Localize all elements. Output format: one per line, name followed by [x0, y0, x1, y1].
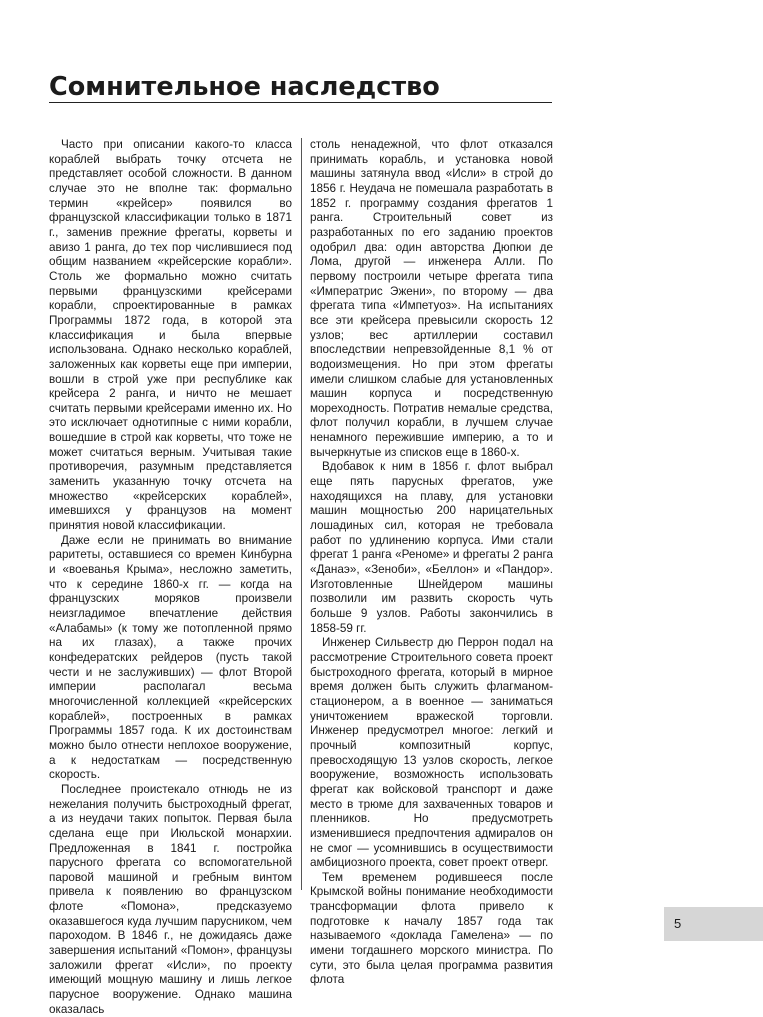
paragraph: Часто при описании какого-то класса кораблей выбрать точку отсчета не представляет особой сложности. В данном случае это не вполне так: формально термин «крейсер» появился во французской классификации только в 1871 г., заменив прежние фрегаты, корветы и авизо 1 ранга, до тех пор числившиеся под общим названием «крейсерские корабли». Столь же формально можно считать первыми французскими крейсерами корабли, спроектированные в рамках Программы 1872 года, в которой эта классификация и была впервые использована. Однако несколько кораблей, заложенных как корветы еще при империи, вошли в строй уже при республике как крейсера 2 ранга, и ничто не мешает считать первыми крейсерами именно их. Но это исключает однотипные с ними корабли, вошедшие в строй как корветы, что тоже не может считаться верным. Учитывая такие противоречия, разумным представляется заменить указанную точку отсчета на множество «крейсерских кораблей», имевшихся у французов на момент принятия новой классификации.	[49, 138, 292, 533]
right-column	[310, 138, 553, 988]
column-divider	[301, 138, 302, 890]
paragraph: Даже если не принимать во внимание раритеты, оставшиеся со времен Кинбурна и «воеванья Крыма», несложно заметить, что к середине 1860-х гг. — когда на французских моряков произвели неизгладимое впечатление действия «Алабамы» (к тому же потопленной прямо на их глазах), а также прочих конфедератских рейдеров (пусть такой чести и не заслуживших) — флот Второй империи располагал весьма многочисленной коллекцией «крейсерских кораблей», построенных в рамках Программы 1857 года. К их достоинствам можно было отнести неплохое вооружение, а к недостаткам — посредственную скорость.	[49, 533, 292, 782]
paragraph: Инженер Сильвестр дю Перрон подал на рассмотрение Строительного совета проект быстроходного фрегата, который в мирное время должен быть служить флагманом-стационером, а в военное — заниматься уничтожением вражеской торговли. Инженер предусмотрел многое: легкий и прочный композитный корпус, превосходящую 13 узлов скорость, легкое вооружение, возможность использовать фрегат как войсковой транспорт и даже место в трюме для захваченных товаров и пленников. Но предусмотреть изменившиеся предпочтения адмиралов он не смог — усомнившись в осуществимости амбициозного проекта, совет проект отверг.	[310, 636, 553, 870]
page-number: 5	[674, 916, 682, 931]
page-number-tab	[664, 907, 763, 941]
paragraph: столь ненадежной, что флот отказался принимать корабль, и установка новой машины затянула ввод «Исли» в строй до 1856 г. Неудача не помешала разработать в 1852 г. программу создания фрегатов 1 ранга. Строительный совет из разработанных по его заданию проектов одобрил два: один авторства Дюпюи де Лома, другой — инженера Алли. По первому построили четыре фрегата типа «Императрис Эжени», по второму — два фрегата типа «Импетуоз». На испытаниях все эти крейсера превысили скорость 12 узлов; вес артиллерии составил впоследствии непревзойденные 8,1 % от водоизмещения. Но при этом фрегаты имели слишком слабые для установленных машин корпуса и посредственную мореходность. Потратив немалые средства, флот получил корабли, в лучшем случае ненамного пережившие империю, а то и вычеркнутые из списков еще в 1860-х.	[310, 138, 553, 459]
page-title: Сомнительное наследство	[49, 72, 440, 102]
title-underline	[49, 102, 552, 103]
paragraph: Тем временем родившееся после Крымской войны понимание необходимости трансформации флота привело к подготовке к началу 1857 года так называемого «доклада Гамелена» — по имени тогдашнего морского министра. По сути, это была целая программа развития флота	[310, 870, 553, 987]
paragraph: Последнее проистекало отнюдь не из нежелания получить быстроходный фрегат, а из неудачи таких попыток. Первая была сделана еще при Июльской монархии. Предложенная в 1841 г. постройка парусного фрегата со вспомогательной паровой машиной и гребным винтом привела к появлению во французском флоте «Помона», предсказуемо оказавшегося куда лучшим парусником, чем пароходом. В 1846 г., не дожидаясь даже завершения испытаний «Помон», французы заложили фрегат «Исли», по проекту имеющий мощную машину и лишь легкое парусное вооружение. Однако машина оказалась	[49, 782, 292, 1016]
paragraph: Вдобавок к ним в 1856 г. флот выбрал еще пять парусных фрегатов, уже находящихся на плаву, для установки машин мощностью 200 нарицательных лошадиных сил, которая не требовала работ по удлинению корпуса. Ими стали фрегат 1 ранга «Реноме» и фрегаты 2 ранга «Данаэ», «Зеноби», «Беллон» и «Пандор». Изготовленные Шнейдером машины позволили им развить скорость чуть больше 9 узлов. Работы закончились в 1858-59 гг.	[310, 460, 553, 635]
left-column	[49, 138, 292, 1017]
